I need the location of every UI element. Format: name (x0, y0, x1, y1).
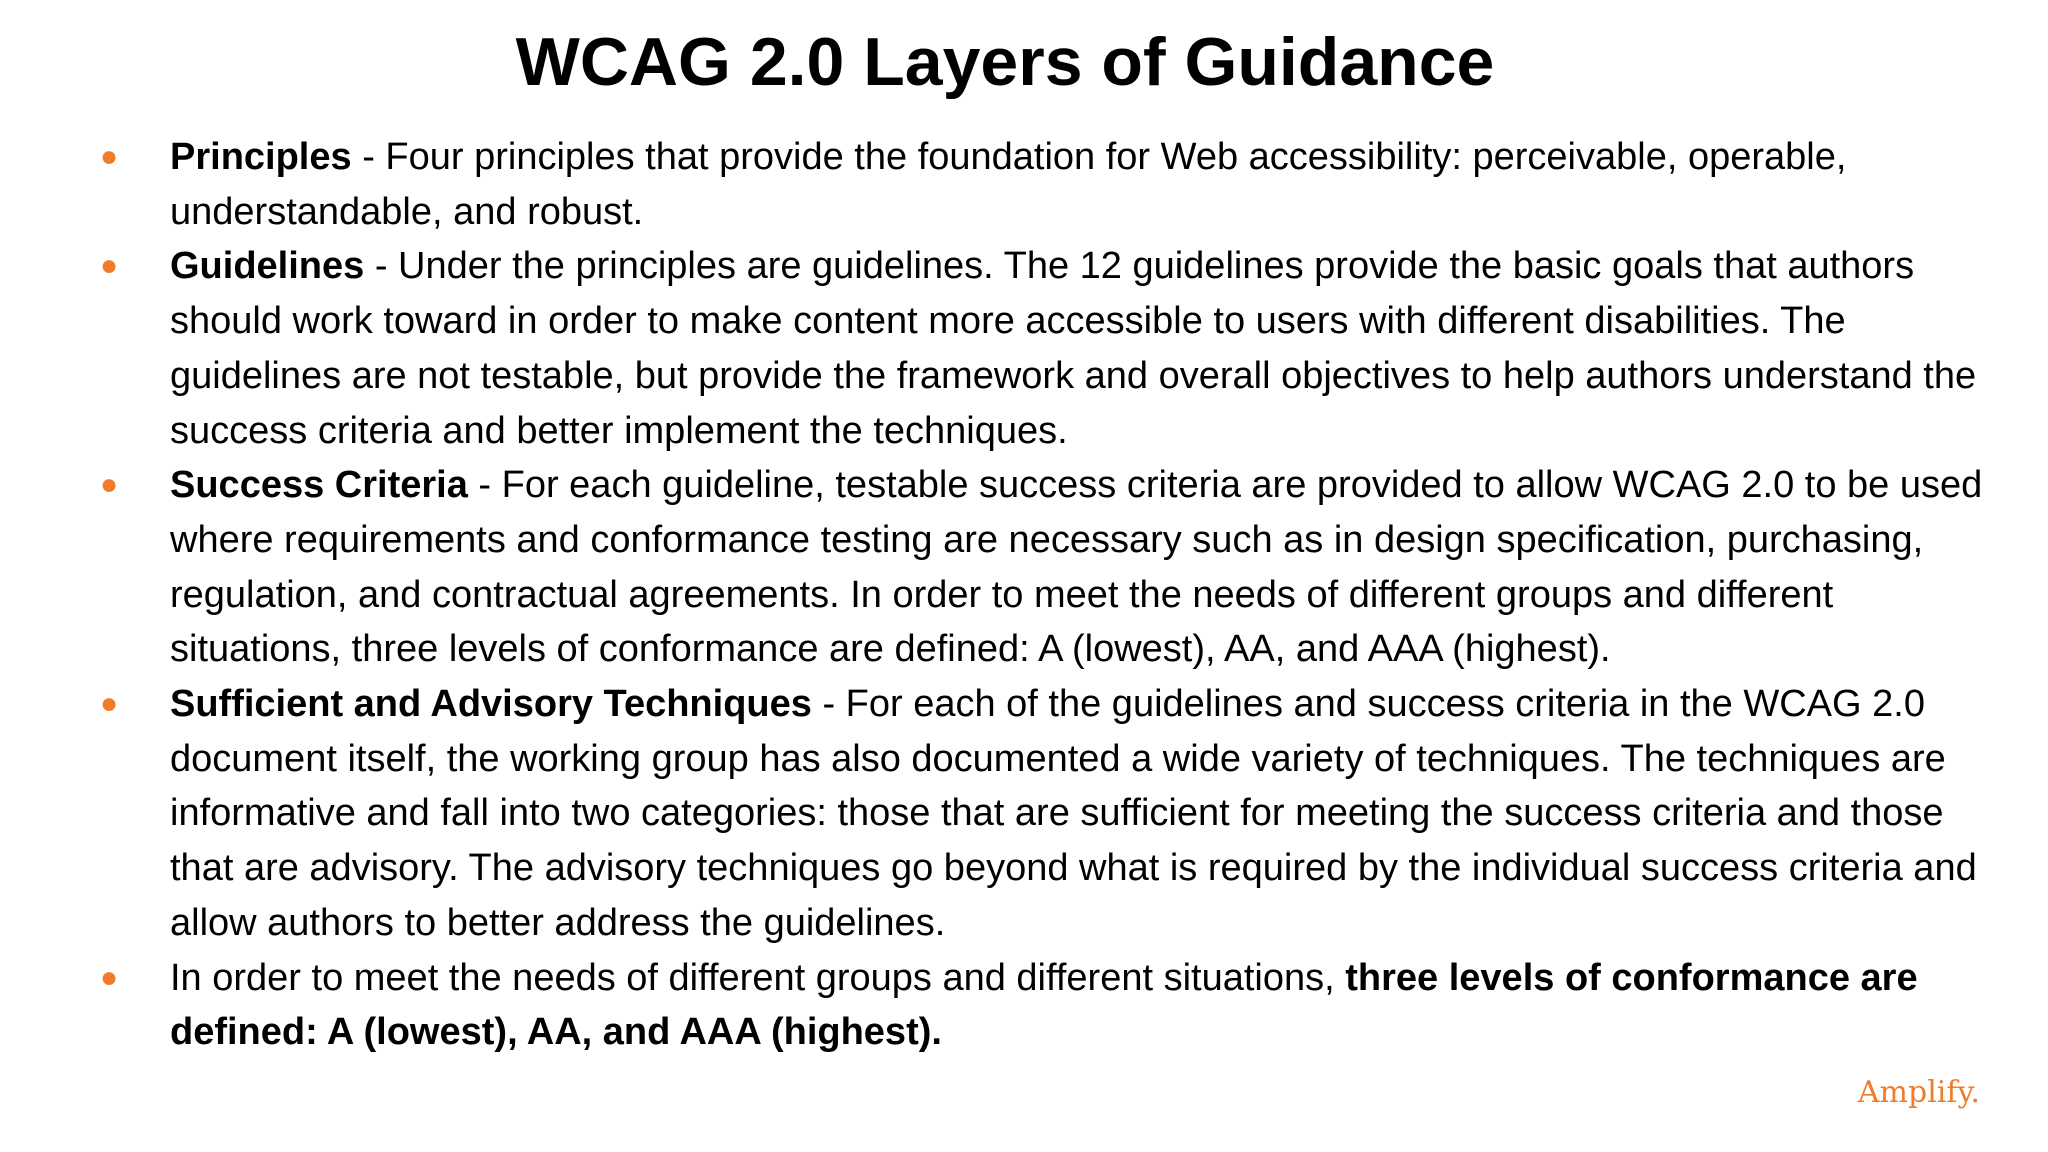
bullet-dot-icon: ● (100, 249, 119, 283)
bullet-term: Principles (170, 136, 352, 178)
bullet-strong-text: three levels of conformance are defined: A (lowest), AA, and AAA (highest). (170, 956, 1918, 1054)
slide-title: WCAG 2.0 Layers of Guidance (515, 24, 1495, 100)
bullet-term: Sufficient and Advisory Techniques (170, 683, 812, 726)
amplify-logo: Amplify. (1857, 1075, 1980, 1110)
bullet-text: In order to meet the needs of different groups and different situations, (170, 956, 1346, 999)
bullet-success-criteria (0, 458, 2000, 677)
bullet-principles (0, 130, 2000, 239)
bullet-text: - Under the principles are guidelines. The 12 guidelines provide the basic goals that authors should work toward in order to make content more accessible to users with different disabilities. The guidelines are not testable, but provide the framework and overall objectives to help authors understand the success criteria and better implement the techniques. (170, 245, 1977, 452)
bullet-conformance-levels (0, 951, 2000, 1060)
bullet-term: Success Criteria (170, 464, 468, 507)
bullet-text: - For each guideline, testable success criteria are provided to allow WCAG 2.0 to be used where requirements and conformance testing are necessary such as in design specification, purchasing, regulation, and contractual agreements. In order to meet the needs of different groups and different situations, three levels of conformance are defined: A (lowest), AA, and AAA (highest). (170, 464, 1983, 671)
bullet-techniques (0, 677, 2000, 951)
bullet-dot-icon: ● (100, 468, 119, 502)
bullet-guidelines (0, 239, 2000, 458)
bullet-text: - Four principles that provide the foundation for Web accessibility: perceivable, operable, understandable, and robust. (170, 136, 1847, 233)
bullet-dot-icon: ● (100, 960, 119, 994)
bullet-term: Guidelines (170, 245, 365, 288)
bullet-list (0, 130, 2048, 1060)
bullet-dot-icon: ● (100, 687, 119, 721)
bullet-text: - For each of the guidelines and success criteria in the WCAG 2.0 document itself, the working group has also documented a wide variety of techniques. The techniques are informative and fall into two categories: those that are sufficient for meeting the success criteria and those that are advisory. The advisory techniques go beyond what is required by the individual success criteria and allow authors to better address the guidelines. (170, 683, 1977, 944)
bullet-dot-icon: ● (100, 140, 119, 173)
